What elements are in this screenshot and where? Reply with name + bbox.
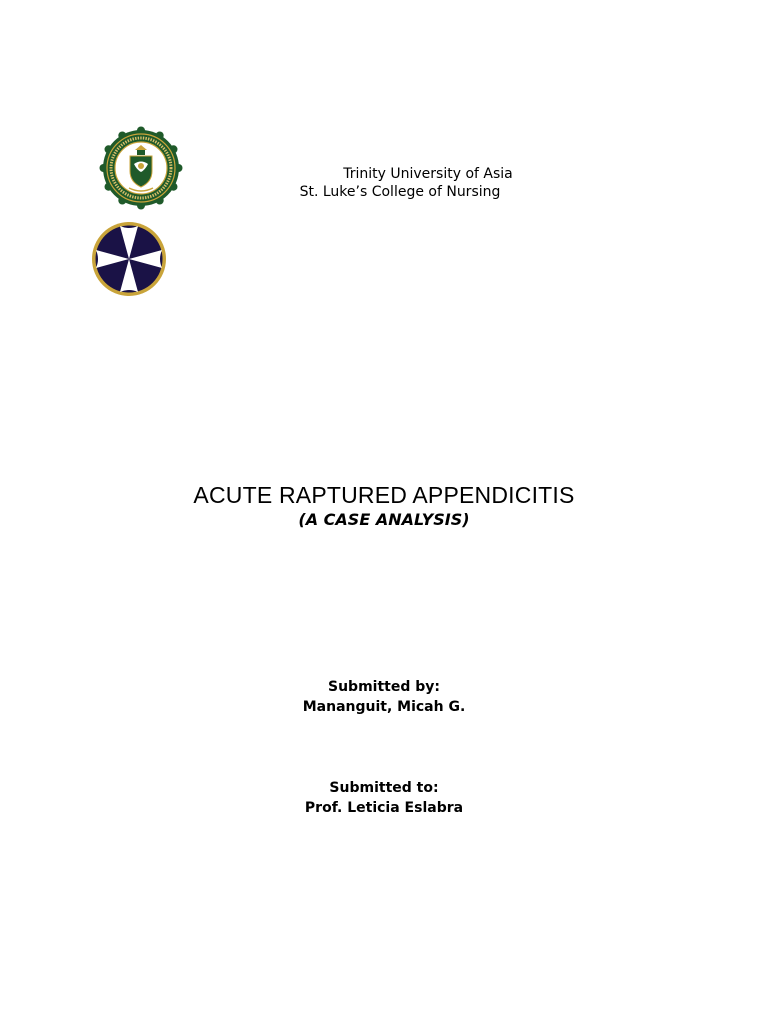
institution-header (230, 165, 570, 201)
st-lukes-seal-graphic (90, 220, 168, 298)
title-block (0, 481, 768, 531)
submitted-by-label: Submitted by: (328, 679, 440, 695)
document-subtitle: (A CASE ANALYSIS) (298, 510, 470, 529)
document-title: ACUTE RAPTURED APPENDICITIS (193, 482, 575, 508)
instructor-name: Prof. Leticia Eslabra (304, 800, 464, 816)
university-name: Trinity University of Asia (343, 166, 513, 182)
college-name: St. Luke’s College of Nursing (299, 184, 501, 200)
trinity-seal-graphic (99, 126, 183, 210)
submitted-to-label: Submitted to: (329, 780, 439, 796)
submitted-to-block (0, 778, 768, 818)
author-name: Mananguit, Micah G. (302, 699, 466, 715)
trinity-university-seal-icon (99, 126, 183, 210)
st-lukes-cross-seal-icon (90, 220, 168, 298)
submitted-by-block (0, 677, 768, 717)
